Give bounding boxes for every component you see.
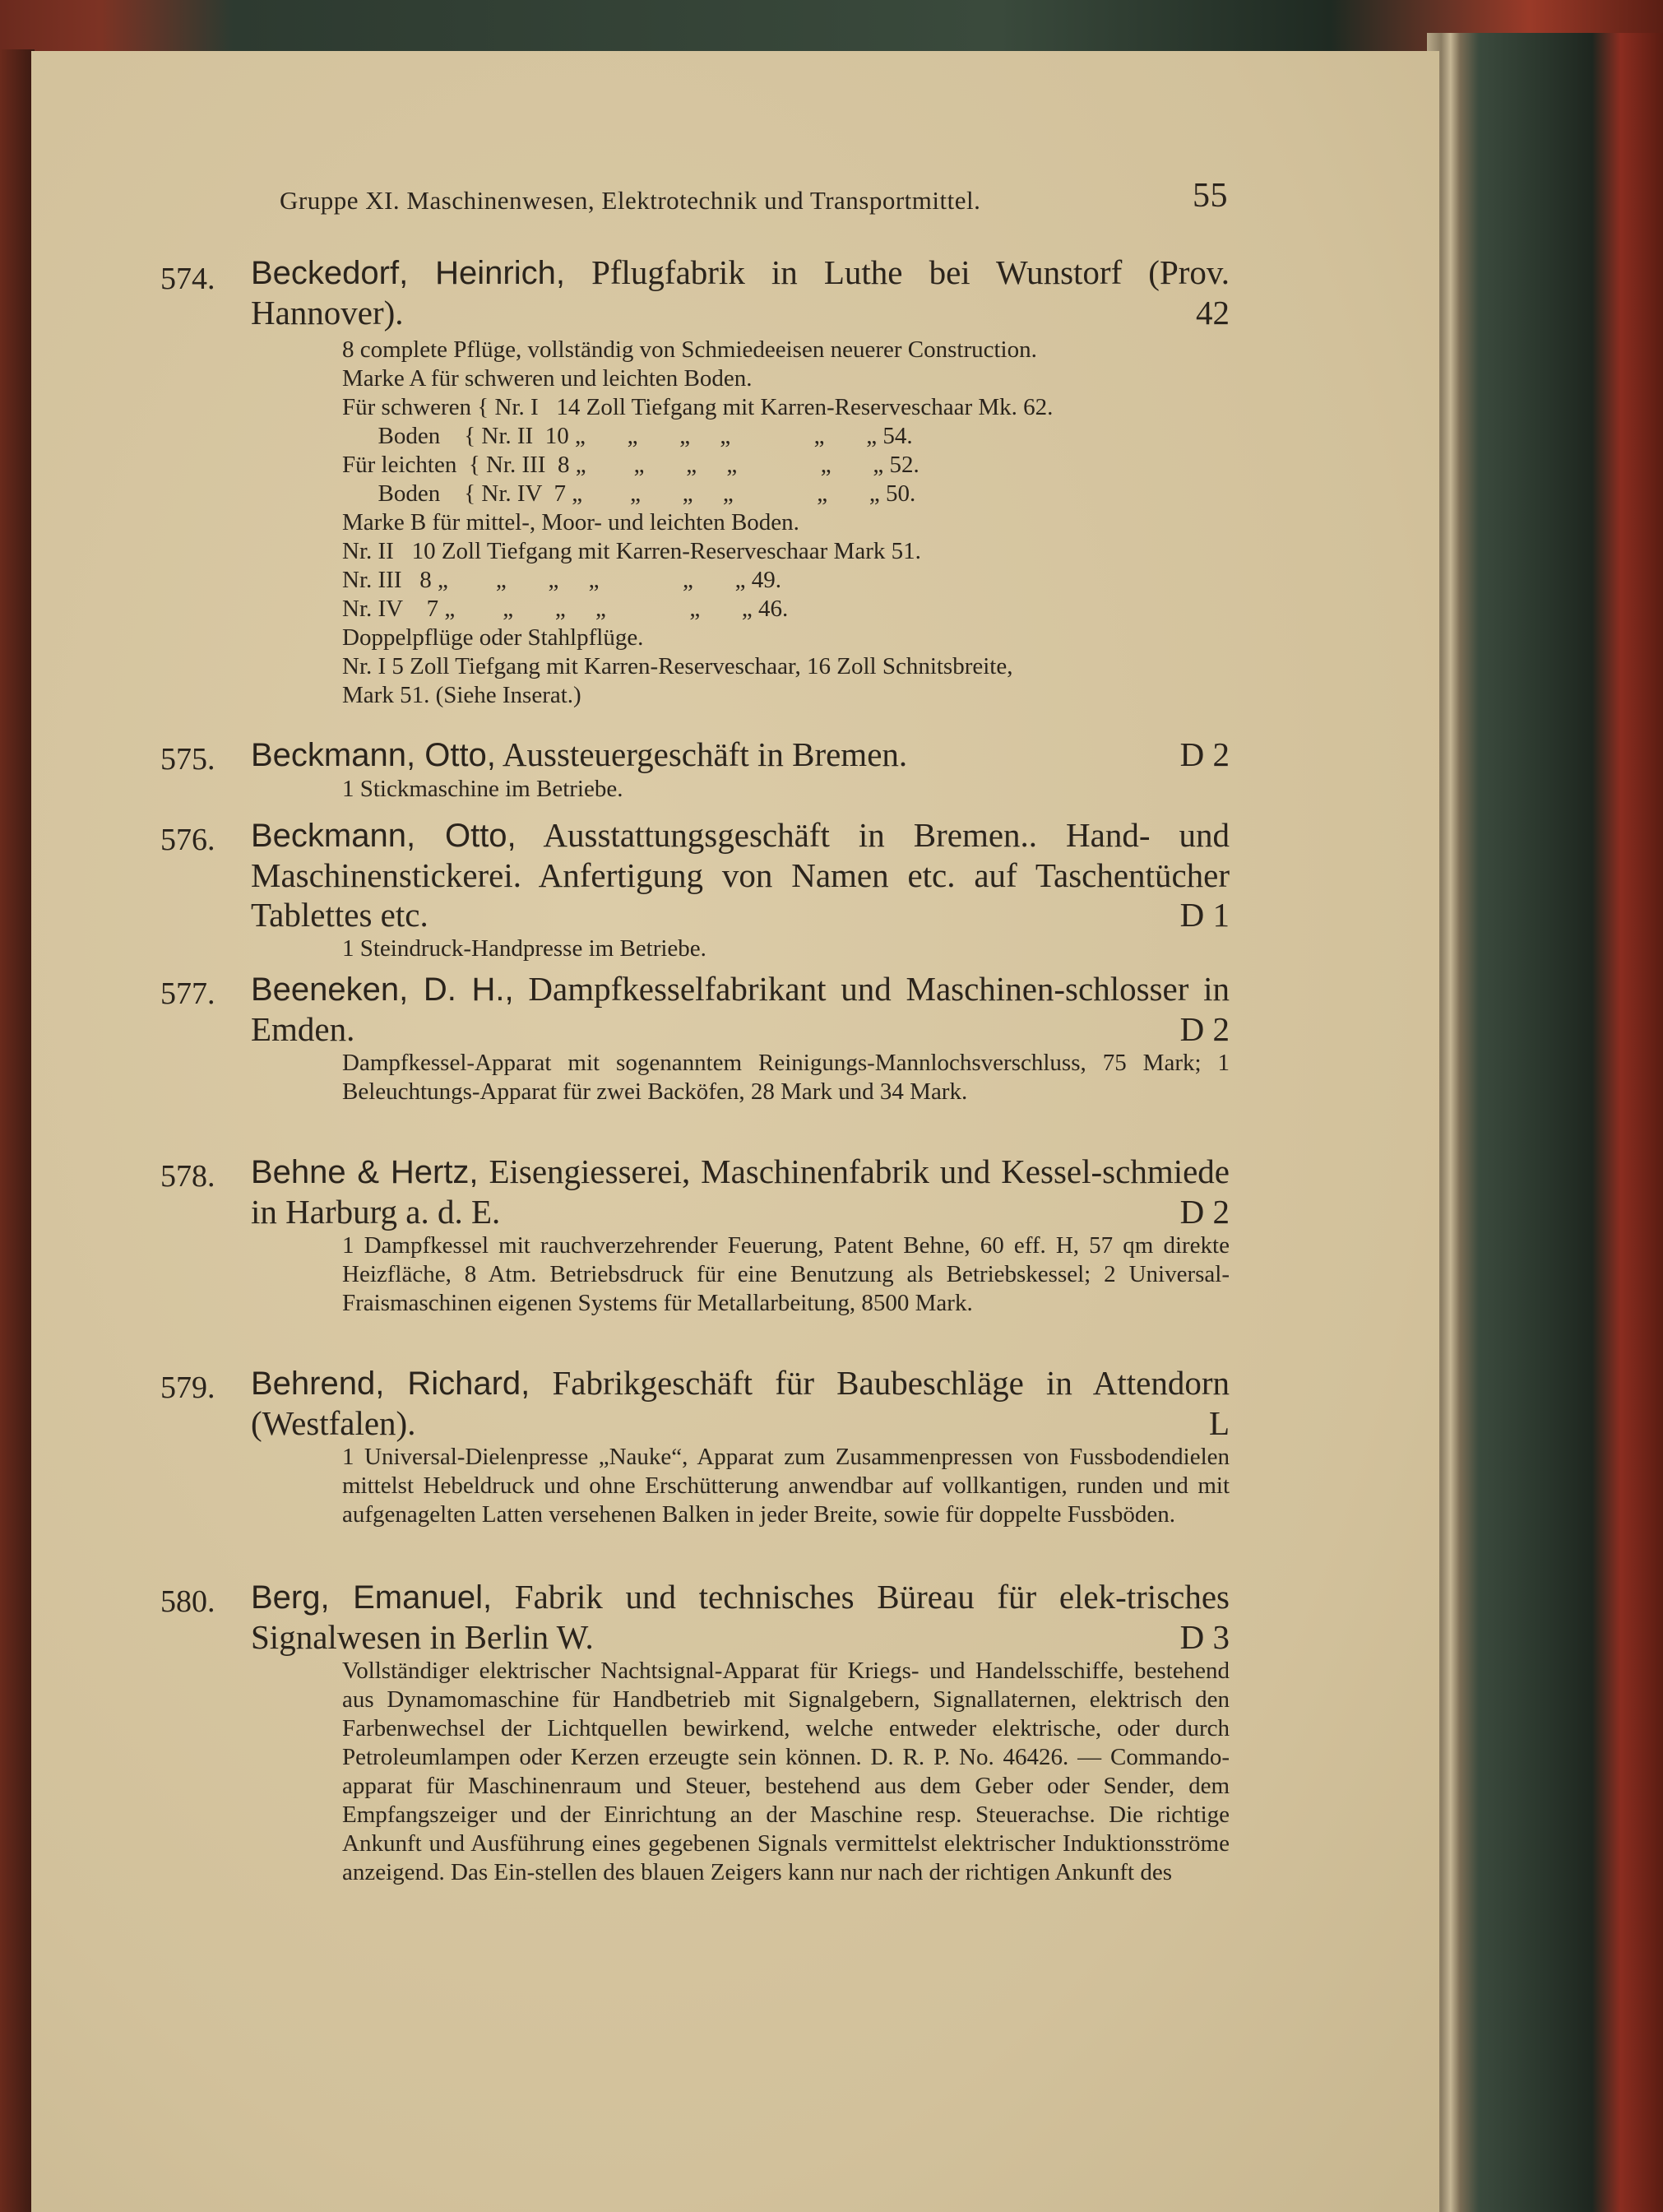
entry-577 (160, 969, 1230, 1106)
book-top-edge (0, 0, 1663, 58)
entry-description: Dampfkesselfabrikant und Maschinen-schlosser in Emden. (251, 970, 1230, 1048)
detail-line: Nr. IV 7 „ „ „ „ „ „ 46. (342, 596, 789, 622)
entry-code: D 2 (1179, 1193, 1230, 1231)
entry-lead (251, 1363, 1230, 1443)
entry-lead (251, 1152, 1230, 1231)
detail-line: Doppelpflüge oder Stahlpflüge. (342, 624, 644, 651)
detail-line: Für leichten { Nr. III 8 „ „ „ „ „ „ 52. (342, 452, 920, 478)
entry-574 (160, 253, 1230, 710)
entry-name: Behne & Hertz, (251, 1154, 479, 1190)
entry-lead (251, 735, 1230, 775)
detail-line: Mark 51. (Siehe Inserat.) (342, 682, 581, 708)
entry-579 (160, 1363, 1230, 1529)
detail-line: Für schweren { Nr. I 14 Zoll Tiefgang mit Karren-Reserveschaar Mk. 62. (342, 394, 1054, 420)
entry-description: Fabrikgeschäft für Baubeschläge in Attendorn (Westfalen). (251, 1364, 1230, 1442)
entry-description: Aussteuergeschäft in Bremen. (495, 735, 908, 773)
entry-details: 1 Stickmaschine im Betriebe. (342, 776, 623, 802)
entry-575 (160, 735, 1230, 804)
entry-number: 578. (160, 1159, 215, 1194)
detail-line: Boden { Nr. IV 7 „ „ „ „ „ „ 50. (342, 480, 916, 507)
entry-lead (251, 815, 1230, 934)
entry-number: 579. (160, 1370, 215, 1405)
entry-details (251, 336, 1230, 710)
detail-line: 8 complete Pflüge, vollständig von Schmiedeeisen neuerer Construction. (342, 336, 1037, 363)
running-header (251, 179, 1230, 220)
page-number: 55 (1193, 177, 1228, 215)
entry-name: Beeneken, D. H., (251, 972, 514, 1008)
entry-description: Pflugfabrik in Luthe bei Wunstorf (Prov. Hannover). (251, 253, 1230, 332)
detail-line: Marke B für mittel-, Moor- und leichten Boden. (342, 509, 799, 536)
detail-line: Boden { Nr. II 10 „ „ „ „ „ „ 54. (342, 423, 913, 449)
entry-code: D 2 (1179, 735, 1230, 773)
entry-code: 42 (1196, 294, 1230, 332)
entry-code: D 2 (1179, 1010, 1230, 1048)
entry-number: 576. (160, 823, 215, 857)
entry-description: Ausstattungsgeschäft in Bremen.. Hand- und Maschinenstickerei. Anfertigung von Namen etc. auf Taschentücher Tablettes etc. (251, 816, 1230, 934)
entry-578 (160, 1152, 1230, 1318)
entry-name: Berg, Emanuel, (251, 1579, 493, 1616)
entry-details: Vollständiger elektrischer Nachtsignal-Apparat für Kriegs- und Handelsschiffe, bestehend aus Dynamomaschine für Handbetrieb mit Signalgebern, Signallaternen, elektrisch den Farbenwechsel der Lichtquellen bewirkend, welche entweder elektrische, oder durch Petroleumlampen oder Kerzen erzeugte sein können. D. R. P. No. 46426. — Commando-apparat für Maschinenraum und Steuer, bestehend aus dem Geber oder Sender, dem Empfangszeiger und der Einrichtung an der Maschine resp. Steuerachse. Die richtige Ankunft und Ausführung eines gegebenen Signals vermittelst elektrischer Induktionsströme anzeigend. Das Ein-stellen des blauen Zeigers kann nur nach der richtigen Ankunft des (342, 1658, 1230, 1885)
header-title: Gruppe XI. Maschinenwesen, Elektrotechnik und Transportmittel. (280, 186, 981, 215)
detail-line: Nr. II 10 Zoll Tiefgang mit Karren-Reserveschaar Mark 51. (342, 538, 921, 564)
entry-code: L (1208, 1404, 1230, 1442)
entry-name: Beckmann, Otto, (251, 818, 517, 854)
detail-line: Nr. I 5 Zoll Tiefgang mit Karren-Reserveschaar, 16 Zoll Schnitsbreite, (342, 653, 1013, 679)
entry-lead (251, 969, 1230, 1049)
entry-number: 580. (160, 1584, 215, 1619)
entry-description: Fabrik und technisches Büreau für elek-trisches Signalwesen in Berlin W. (251, 1578, 1230, 1656)
entry-description: Eisengiesserei, Maschinenfabrik und Kessel-schmiede in Harburg a. d. E. (251, 1152, 1230, 1231)
entry-number: 577. (160, 976, 215, 1011)
entry-name: Beckedorf, Heinrich, (251, 255, 565, 291)
book-right-edge (1427, 33, 1663, 2212)
entry-number: 574. (160, 262, 215, 296)
entry-lead (251, 253, 1230, 332)
entry-details: Dampfkessel-Apparat mit sogenanntem Reinigungs-Mannlochsverschluss, 75 Mark; 1 Beleuchtungs-Apparat für zwei Backöfen, 28 Mark und 34 Mark. (342, 1050, 1230, 1105)
entry-name: Behrend, Richard, (251, 1366, 530, 1402)
entry-lead (251, 1577, 1230, 1657)
book-left-edge (0, 49, 35, 2212)
entry-number: 575. (160, 742, 215, 777)
entry-code: D 3 (1179, 1618, 1230, 1656)
entry-details: 1 Steindruck-Handpresse im Betriebe. (342, 935, 706, 962)
entry-name: Beckmann, Otto, (251, 737, 496, 773)
entry-580 (160, 1577, 1230, 1887)
entry-576 (160, 815, 1230, 963)
detail-line: Marke A für schweren und leichten Boden. (342, 365, 753, 392)
detail-line: Nr. III 8 „ „ „ „ „ „ 49. (342, 567, 781, 593)
entry-code: D 1 (1179, 896, 1230, 934)
entry-details: 1 Dampfkessel mit rauchverzehrender Feuerung, Patent Behne, 60 eff. H, 57 qm direkte Heizfläche, 8 Atm. Betriebsdruck für eine Benutzung als Betriebskessel; 2 Universal-Fraismaschinen eigenen Systems für Metallarbeitung, 8500 Mark. (342, 1232, 1230, 1316)
entry-details: 1 Universal-Dielenpresse „Nauke“, Apparat zum Zusammenpressen von Fussbodendielen mittelst Hebeldruck und ohne Erschütterung anwendbar auf vollkantigen, runden und mit aufgenagelten Latten versehenen Balken in jeder Breite, sowie für doppelte Fussböden. (342, 1444, 1230, 1528)
